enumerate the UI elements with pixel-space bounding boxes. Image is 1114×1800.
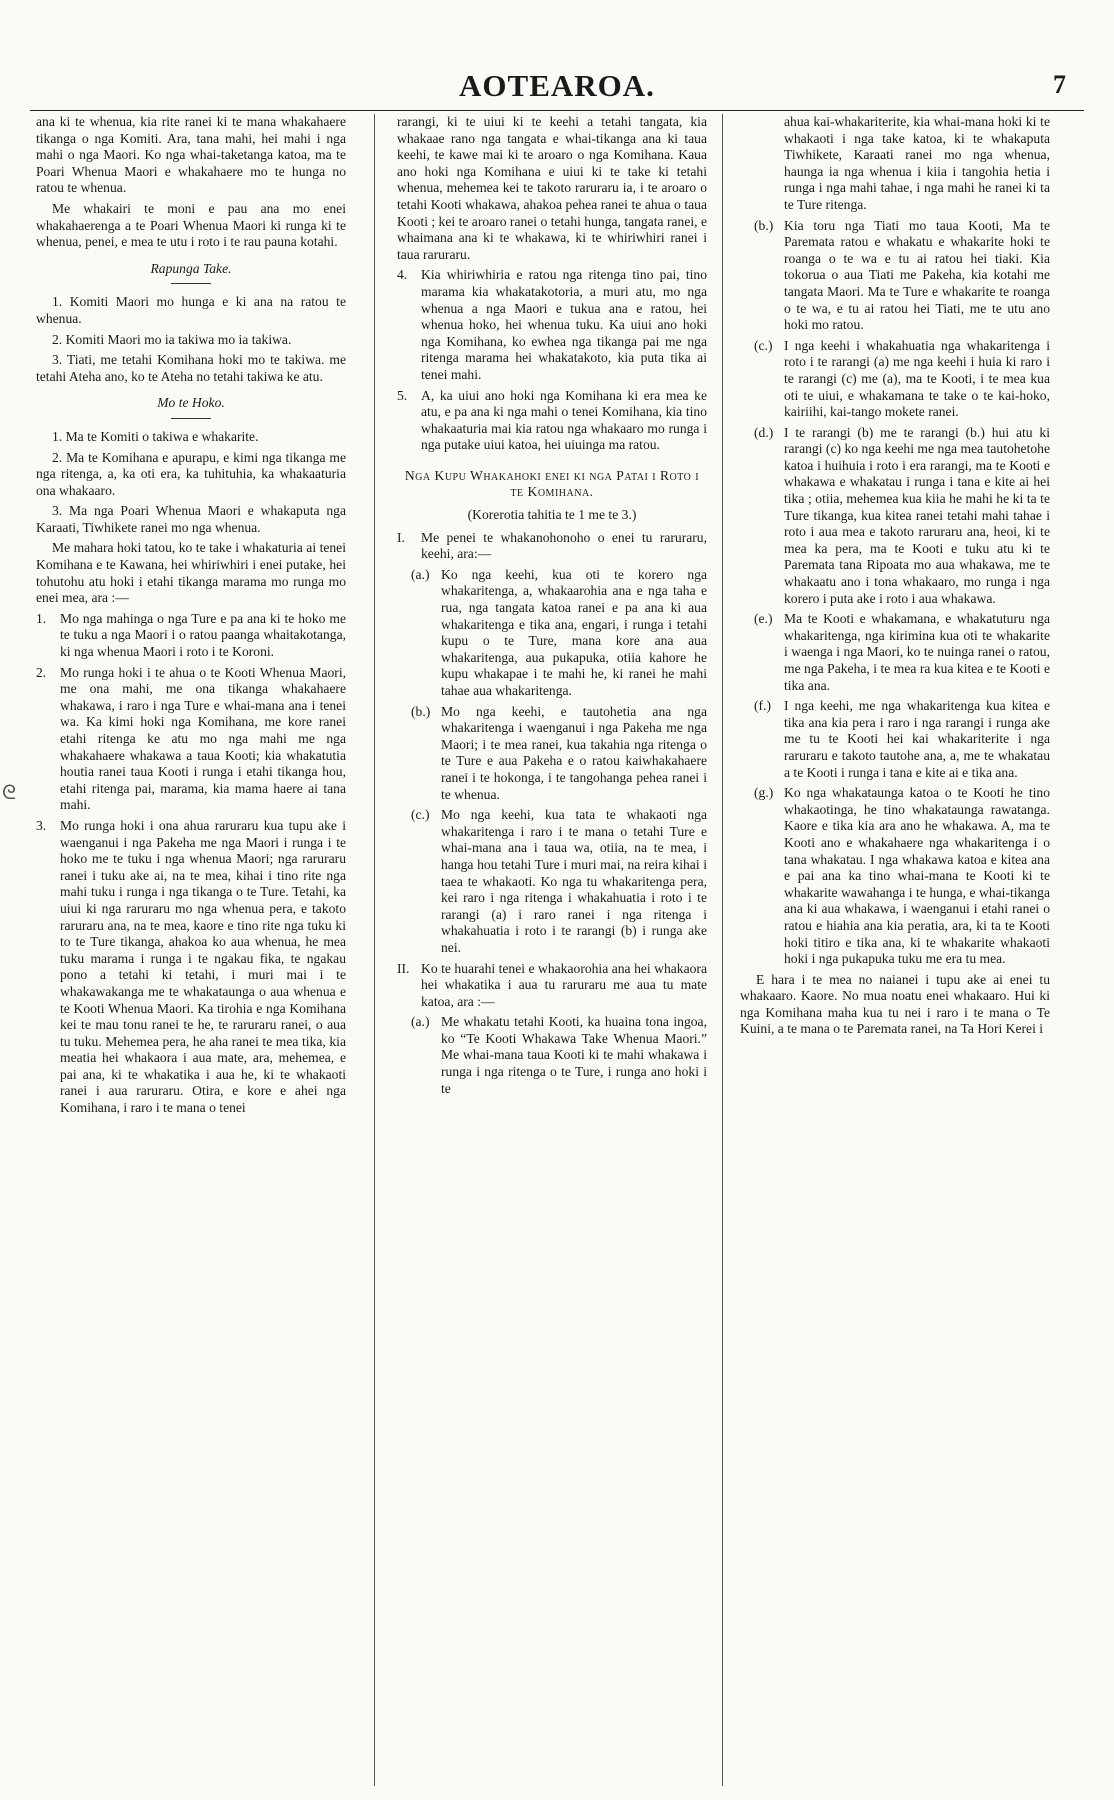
item-text: Mo nga mahinga o nga Ture e pa ana ki te hoko me te tuku a nga Maori i o ratou paanga whaitakotanga, ki nga whenua Maori i roto i te Koroni. <box>60 610 346 660</box>
sub-item-text: Mo nga keehi, e tautohetia ana nga whakaritenga i waenganui i nga Pakeha me nga Maori; i te mea ranei, kua takahia nga ritenga o te Ture e aua Pakeha e o ratou kaiwhakahaere ranei i te hokonga, i te tangohanga pehea ranei i te whenua. <box>441 703 707 802</box>
sub-item-text: I te rarangi (b) me te rarangi (b.) hui atu ki rarangi (c) ko nga keehi me nga mea tautohetohe katoa i huihuia i roto i era rarangi, ma te Kooti e whakawa e whakatau i runga i tana e kite ai hei tika ; otiia, mehemea kua kiia he mahi he ki ta te Ture tikanga, kua kitea ranei tetahi mahi tahae i roto i aua mea e takoto raruraru ana, heoi, ki te mea ka pera, ma te Kooti e tuku atu ki te Paremata tana Ripoata mo aua whakawa, me te whakaatu ano i tona whakaaro, mo runga i nga korero i puta ake i roto i aua whakawa. <box>784 424 1050 606</box>
sub-item-label: (g.) <box>754 785 774 801</box>
sub-item-text: Mo nga keehi, kua tata te whakaoti nga whakaritenga i raro i te mana o tetahi Ture e whai-mana ana i taua wa, otiia, na te mea, i hanga hou tetahi Ture i muri mai, na reira kihai i taea te whakaoti. Ko nga tu whakaritenga pera, kei raro i nga ritenga i whakahuatia i roto i te rarangi (a) i raro ranei i nga ritenga i whakahuatia i roto i te rarangi (b) i runga ake nei. <box>441 807 707 955</box>
sub-item-label: (c.) <box>411 807 430 823</box>
section-heading: Mo te Hoko. <box>157 395 225 411</box>
sub-item <box>411 704 707 804</box>
sub-item-label: (e.) <box>754 611 773 627</box>
sub-item-label: (c.) <box>754 337 773 353</box>
section-heading: Nga Kupu Whakahoki enei ki nga Patai i Roto i te Komihana. <box>404 467 700 500</box>
sub-item-label: (f.) <box>754 698 771 714</box>
sub-item-text: Ko nga keehi, kua oti te korero nga whakaritenga, a, whakaarohia ana e nga taha e rua, nga tangata katoa ranei e pa ana ki aua whakaritenga e tika ana, engari, i runga i tetahi kupu o te Ture, mana kore ana aua whakaritenga, aua pukapuka, otiia kahore he kupu whakapae i te mahi he, ki ranei he mahi tahae aua whakaritenga. <box>441 566 707 698</box>
item-text: Mo runga hoki i ona ahua raruraru kua tupu ake i waenganui i nga Pakeha me nga Maori i runga i te hoko me te tuku i nga whenua Maori; nga raruraru ranei i tuku ake ai, na te mea, kihai i tino rite nga mahi tuku i runga i nga tikanga o te Ture. Tetahi, ka uiui ki nga raruraru mo nga whenua pera, e takoto raruraru ana, na te mea, kaore e tino rite nga tuku ki to te Ture tikanga, ahakoa ko aua whenua, he mea tuku marama i runga i te ngakau fika, te ngakau pono a tetahi ki tetahi, i muri mai i te whakawakanga me te whakataunga o aua whenua e te Kooti Whenua Maori. Ka tirohia e nga Komihana kei te mau tonu ranei te he, te raruraru ranei, o aua tu tuku. Mehemea pera, he aha ranei te mea tika, kia meatia hei whakaora i aua mate, ara, mehemea, e pai ana, ki te whakatika i aua he, ki te whakaoti ranei i aua raruraru. Otira, e kore e ahei nga Komihana, i raro i te mana o tenei <box>60 817 346 1116</box>
numbered-item <box>36 611 346 661</box>
roman-item <box>397 530 707 563</box>
column-rule <box>374 114 375 1786</box>
numbered-item <box>397 388 707 454</box>
sub-item-text: Kia toru nga Tiati mo taua Kooti, Ma te Paremata ratou e whakatu e whakarite hoki te roanga o te wa e tu ai ratou hei tiaki. Kia tokorua o aua Tiati me Pakeha, kia kotahi me tangata Maori. Ma te Ture e whakarite te roanga o te wa, e tu ai ratou hei Tiati, me te utu ano hoki mo ratou. <box>784 217 1050 333</box>
sub-item-text: Me whakatu tetahi Kooti, ka huaina tona ingoa, ko “Te Kooti Whakawa Take Whenua Maori.” Me whai-mana taua Kooti ki te mahi whakawa i runga i nga ritenga o te Ture, i runga ano hoki i te <box>441 1014 707 1096</box>
newspaper-title: AOTEAROA. <box>459 68 655 103</box>
item-text: Me penei te whakanohonoho o enei tu raruraru, keehi, ara:— <box>421 529 707 562</box>
item-number: 1. <box>36 610 47 626</box>
roman-item <box>397 961 707 1011</box>
item-number: I. <box>397 529 405 545</box>
margin-mark-icon: ᘓ <box>2 780 17 804</box>
numbered-item <box>36 665 346 814</box>
masthead <box>30 68 1084 111</box>
list-item: 1. Ma te Komiti o takiwa e whakarite. <box>52 428 259 444</box>
sub-item-label: (b.) <box>754 217 774 233</box>
list-item: 2. Ma te Komihana e apurapu, e kimi nga tikanga me nga ritenga, a, ka oti era, ka tuhituhia, ka whakaaturia ona whakaaro. <box>36 449 346 498</box>
item-number: II. <box>397 960 410 976</box>
paragraph: ana ki te whenua, kia rite ranei ki te mana whakahaere tikanga o nga Komiti. Ara, tana mahi, hei mahi i nga mahi o nga Maori. Ko nga whai-taketanga katoa, ma te Poari Whenua Maori e whakahaere mo te hunga no ratou te whenua. <box>36 114 346 196</box>
list-item: 3. Tiati, me tetahi Komihana hoki mo te takiwa. me tetahi Ateha ano, ko te Ateha no tetahi takiwa ke atu. <box>36 352 346 384</box>
sub-item <box>411 567 707 700</box>
sub-item <box>754 338 1050 421</box>
sub-item-text: I nga keehi, me nga whakaritenga kua kitea e tika ana kia pera i raro i nga rarangi i runga ake me tu te Kooti hei kai whakariterite i nga raruraru e takoto tautohe ana, a, me te whakatau a te Kooti i runga i tana e kite ai e tika ana. <box>784 698 1050 780</box>
column-middle <box>397 114 707 1784</box>
item-text: Kia whiriwhiria e ratou nga ritenga tino pai, tino marama kia whakatakotoria, a muri atu, mo nga whenua a nga Maori e tukua ana e ratou, hei whenua hoko, hei whenua tuku. Ka uiui ano hoki nga Komihana, ko ewhea nga tikanga pai me nga ritenga marama hei whakatakoto, kia puta tika ai tenei mahi. <box>421 267 707 382</box>
paragraph: E hara i te mea no naianei i tupu ake ai enei tu whakaaro. Kaore. No mua noatu enei whakaaro. Hui ki nga Komihana maha kua tu nei i raro i te mana o Te Kuini, a te mana o te Paremata ranei, na Ta Hori Kerei i <box>740 971 1050 1037</box>
sub-item-label: (a.) <box>411 1014 430 1030</box>
list-item: 1. Komiti Maori mo hunga e ki ana na ratou te whenua. <box>36 294 346 326</box>
sub-item <box>411 807 707 956</box>
sub-item-text: Ma te Kooti e whakamana, e whakatuturu nga whakaritenga, nga kirimina kua oti te whakarite i waenga i nga Maori, ko te nuinga ranei o ratou, me nga Pakeha, i te mea ra kua kitea e te Kooti e tika ana. <box>784 611 1050 693</box>
item-text: Ko te huarahi tenei e whakaorohia ana hei whakaora hei whakatika i aua tu raruraru me aua tu mate katoa, ara :— <box>421 960 707 1009</box>
sub-item <box>754 425 1050 608</box>
note: (Korerotia tahitia te 1 me te 3.) <box>467 507 637 523</box>
item-number: 2. <box>36 664 47 680</box>
numbered-item <box>36 818 346 1117</box>
sub-item-label: (a.) <box>411 566 430 582</box>
page-number: 7 <box>1053 70 1066 99</box>
sub-item <box>754 698 1050 781</box>
sub-item-text: Ko nga whakataunga katoa o te Kooti he tino whakaotinga, he tino whakataunga rawatanga. Kaore e tika kia ara ano he whakawa. A, ma te Kooti ano e whakahaere nga whakaritenga i o tana whakatau. I nga whakawa katoa e kitea ana e pai ana ka tino whai-mana te Kooti ki te whakarite wawahanga i te hunga, e whai-tikanga ana ki aua whakawa, i waenganui i etahi ranei o ratou e hiahia ana kia peratia, ara, ki ta te Kooti hoki titiro e tika ana, ki te whakarite whakaoti hoki i nga pukapuka tuku me era tu mea. <box>784 785 1050 967</box>
list-item: 3. Ma nga Poari Whenua Maori e whakaputa nga Karaati, Tiwhikete ranei mo nga whenua. <box>36 503 346 535</box>
paragraph: Me mahara hoki tatou, ko te take i whakaturia ai tenei Komihana e te Kawana, hei whiriwhiri i enei putake, hei tohutohu atu hoki i etahi tikanga marama mo runga mo enei mea, ara :— <box>36 540 346 606</box>
sub-item <box>754 611 1050 694</box>
divider <box>171 283 211 284</box>
sub-item-label: (b.) <box>411 703 431 719</box>
sub-item <box>754 218 1050 334</box>
sub-item <box>754 785 1050 968</box>
item-number: 4. <box>397 267 408 283</box>
column-rule <box>722 114 723 1786</box>
item-text: A, ka uiui ano hoki nga Komihana ki era mea ke atu, e pa ana ki nga mahi o tenei Komihana, kia tino whakaaturia mai kia ratou nga whakaaro mo runga i nga putake uiui katoa, hei uiuinga ma ratou. <box>421 387 707 453</box>
sub-item-text: I nga keehi i whakahuatia nga whakaritenga i roto i te rarangi (a) me nga keehi i huia ki raro i te rarangi (c) me (a), ma te Kooti, i te mea kua oti te uiui, e whakamana te take o te kai-hoko, kairiihi, kai-tango mokete ranei. <box>784 337 1050 420</box>
column-right <box>740 114 1050 1784</box>
sub-item-label: (d.) <box>754 424 774 440</box>
item-text: Mo runga hoki i te ahua o te Kooti Whenua Maori, me ona mahi, me ona tikanga whakahaere whakawa, i raro i nga Ture e whai-mana ana i tenei wa. Ka kimi hoki nga Komihana, me kore ranei etahi ritenga ke atu mo nga mahi me nga whakahaere whakawa a taua Kooti; kia whakatutia houtia ranei taua Kooti i runga i etahi tikanga hou, etahi ritenga pai, marama, kia mama haere ai tana mahi. <box>60 664 346 813</box>
list-item: 2. Komiti Maori mo ia takiwa mo ia takiwa. <box>52 331 292 347</box>
sub-item <box>411 1014 707 1097</box>
numbered-item <box>397 267 707 383</box>
paragraph: Me whakairi te moni e pau ana mo enei whakahaerenga a te Poari Whenua Maori ki runga ki te whenua, penei, e mea te utu i roto i te rau pauna kotahi. <box>36 200 346 250</box>
section-heading: Rapunga Take. <box>150 260 232 276</box>
column-left <box>36 114 346 1784</box>
paragraph: rarangi, ki te uiui ki te keehi a tetahi tangata, kia whakaae rano nga tangata e whai-tikanga ana ki taua keehi, te kawe mai ki te aroaro o nga Komihana. Kaua ano hoki nga Komihana e uiui ki te take ki tetahi whenua, mehemea kei te takoto raruraru ia, i te aroaro o tetahi Kooti whakawa, ahakoa pehea ranei te ahua o taua Kooti ; kei te aroaro ranei o tetahi hunga, tangata ranei, e whaimana ana ki te whakawa, ki te whiriwhiri ranei i taua raruraru. <box>397 114 707 262</box>
item-number: 3. <box>36 817 47 833</box>
divider <box>171 418 211 419</box>
paragraph: ahua kai-whakariterite, kia whai-mana hoki ki te whakaoti i nga take katoa, ki te whakaputa Tiwhikete, Karaati ranei mo nga whenua, haunga ia nga whenua i kiia i tangohia hetia i runga i nga mahi tahae, i nga mahi he ranei ki ta te Ture ritenga. <box>784 114 1050 212</box>
item-number: 5. <box>397 387 408 403</box>
